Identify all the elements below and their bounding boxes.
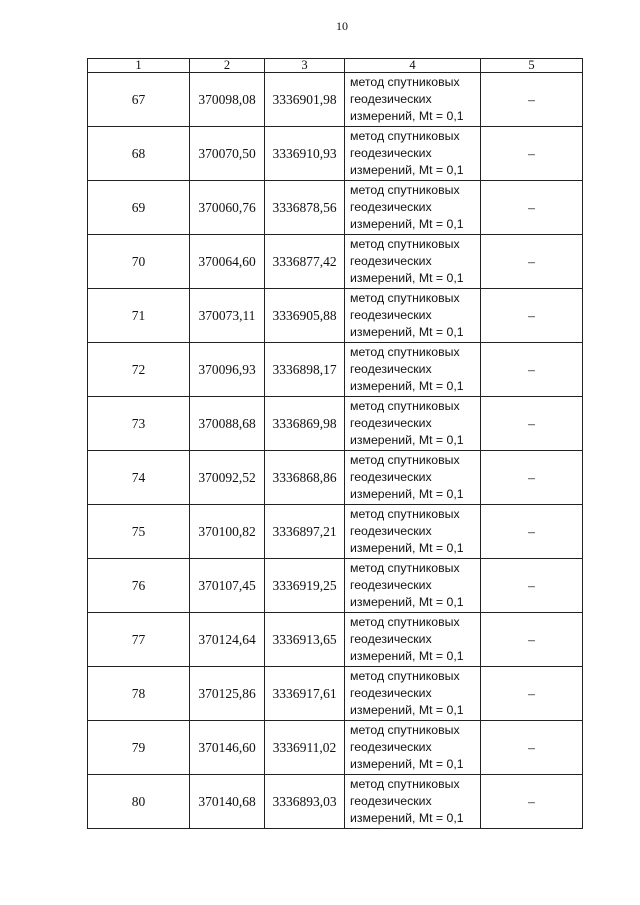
x-coordinate-cell: 370064,60	[190, 235, 265, 289]
x-coordinate-cell: 370088,68	[190, 397, 265, 451]
point-number-cell: 74	[88, 451, 190, 505]
table-row	[88, 289, 583, 343]
method-line: измерений, Mt = 0,1	[350, 595, 464, 609]
method-cell	[345, 73, 481, 127]
method-line: метод спутниковых	[350, 723, 460, 737]
method-cell	[345, 667, 481, 721]
y-coordinate-cell: 3336901,98	[265, 73, 345, 127]
method-line: измерений, Mt = 0,1	[350, 703, 464, 717]
point-number-cell: 72	[88, 343, 190, 397]
y-coordinate-cell: 3336919,25	[265, 559, 345, 613]
point-number-cell: 69	[88, 181, 190, 235]
column-header-3: 3	[265, 59, 345, 73]
table-row	[88, 181, 583, 235]
coordinates-table	[87, 58, 583, 829]
table-row	[88, 343, 583, 397]
note-cell: –	[481, 667, 583, 721]
note-cell: –	[481, 451, 583, 505]
method-line: геодезических	[350, 308, 432, 322]
method-line: измерений, Mt = 0,1	[350, 217, 464, 231]
note-cell: –	[481, 775, 583, 829]
y-coordinate-cell: 3336868,86	[265, 451, 345, 505]
y-coordinate-cell: 3336869,98	[265, 397, 345, 451]
method-line: метод спутниковых	[350, 75, 460, 89]
method-line: геодезических	[350, 524, 432, 538]
x-coordinate-cell: 370100,82	[190, 505, 265, 559]
point-number-cell: 80	[88, 775, 190, 829]
x-coordinate-cell: 370073,11	[190, 289, 265, 343]
method-cell	[345, 559, 481, 613]
method-cell	[345, 721, 481, 775]
x-coordinate-cell: 370107,45	[190, 559, 265, 613]
note-cell: –	[481, 505, 583, 559]
table-row	[88, 613, 583, 667]
method-line: измерений, Mt = 0,1	[350, 109, 464, 123]
method-line: измерений, Mt = 0,1	[350, 325, 464, 339]
note-cell: –	[481, 181, 583, 235]
point-number-cell: 76	[88, 559, 190, 613]
x-coordinate-cell: 370070,50	[190, 127, 265, 181]
method-line: измерений, Mt = 0,1	[350, 271, 464, 285]
y-coordinate-cell: 3336910,93	[265, 127, 345, 181]
table-row	[88, 559, 583, 613]
point-number-cell: 79	[88, 721, 190, 775]
y-coordinate-cell: 3336917,61	[265, 667, 345, 721]
column-header-4: 4	[345, 59, 481, 73]
method-line: геодезических	[350, 794, 432, 808]
x-coordinate-cell: 370060,76	[190, 181, 265, 235]
method-cell	[345, 505, 481, 559]
table-row	[88, 451, 583, 505]
y-coordinate-cell: 3336898,17	[265, 343, 345, 397]
table-row	[88, 73, 583, 127]
method-cell	[345, 235, 481, 289]
method-line: измерений, Mt = 0,1	[350, 379, 464, 393]
table-row	[88, 235, 583, 289]
x-coordinate-cell: 370092,52	[190, 451, 265, 505]
method-line: метод спутниковых	[350, 669, 460, 683]
x-coordinate-cell: 370125,86	[190, 667, 265, 721]
column-header-5: 5	[481, 59, 583, 73]
method-line: геодезических	[350, 146, 432, 160]
method-line: измерений, Mt = 0,1	[350, 757, 464, 771]
method-cell	[345, 181, 481, 235]
y-coordinate-cell: 3336897,21	[265, 505, 345, 559]
method-line: измерений, Mt = 0,1	[350, 163, 464, 177]
table-body	[88, 73, 583, 829]
method-line: метод спутниковых	[350, 183, 460, 197]
y-coordinate-cell: 3336877,42	[265, 235, 345, 289]
note-cell: –	[481, 127, 583, 181]
method-line: измерений, Mt = 0,1	[350, 811, 464, 825]
method-line: метод спутниковых	[350, 345, 460, 359]
method-cell	[345, 127, 481, 181]
point-number-cell: 70	[88, 235, 190, 289]
note-cell: –	[481, 235, 583, 289]
method-line: метод спутниковых	[350, 129, 460, 143]
column-header-1: 1	[88, 59, 190, 73]
method-line: измерений, Mt = 0,1	[350, 541, 464, 555]
method-line: геодезических	[350, 362, 432, 376]
method-line: метод спутниковых	[350, 561, 460, 575]
point-number-cell: 78	[88, 667, 190, 721]
point-number-cell: 68	[88, 127, 190, 181]
method-cell	[345, 613, 481, 667]
y-coordinate-cell: 3336893,03	[265, 775, 345, 829]
method-line: геодезических	[350, 470, 432, 484]
method-line: геодезических	[350, 686, 432, 700]
method-cell	[345, 775, 481, 829]
note-cell: –	[481, 613, 583, 667]
point-number-cell: 77	[88, 613, 190, 667]
page-number: 10	[336, 19, 348, 33]
x-coordinate-cell: 370098,08	[190, 73, 265, 127]
method-line: геодезических	[350, 740, 432, 754]
y-coordinate-cell: 3336913,65	[265, 613, 345, 667]
method-cell	[345, 397, 481, 451]
method-line: метод спутниковых	[350, 453, 460, 467]
x-coordinate-cell: 370096,93	[190, 343, 265, 397]
method-cell	[345, 289, 481, 343]
note-cell: –	[481, 343, 583, 397]
point-number-cell: 71	[88, 289, 190, 343]
method-line: метод спутниковых	[350, 237, 460, 251]
method-line: метод спутниковых	[350, 291, 460, 305]
method-line: геодезических	[350, 416, 432, 430]
method-cell	[345, 451, 481, 505]
table-row	[88, 775, 583, 829]
table-row	[88, 397, 583, 451]
point-number-cell: 75	[88, 505, 190, 559]
method-line: геодезических	[350, 578, 432, 592]
method-line: измерений, Mt = 0,1	[350, 433, 464, 447]
table-row	[88, 505, 583, 559]
method-line: геодезических	[350, 92, 432, 106]
method-line: геодезических	[350, 632, 432, 646]
point-number-cell: 73	[88, 397, 190, 451]
method-line: метод спутниковых	[350, 615, 460, 629]
x-coordinate-cell: 370140,68	[190, 775, 265, 829]
note-cell: –	[481, 289, 583, 343]
x-coordinate-cell: 370124,64	[190, 613, 265, 667]
point-number-cell: 67	[88, 73, 190, 127]
y-coordinate-cell: 3336911,02	[265, 721, 345, 775]
method-line: геодезических	[350, 254, 432, 268]
y-coordinate-cell: 3336878,56	[265, 181, 345, 235]
method-line: измерений, Mt = 0,1	[350, 487, 464, 501]
x-coordinate-cell: 370146,60	[190, 721, 265, 775]
method-line: метод спутниковых	[350, 777, 460, 791]
y-coordinate-cell: 3336905,88	[265, 289, 345, 343]
column-header-2: 2	[190, 59, 265, 73]
method-line: метод спутниковых	[350, 399, 460, 413]
method-line: геодезических	[350, 200, 432, 214]
note-cell: –	[481, 721, 583, 775]
method-line: измерений, Mt = 0,1	[350, 649, 464, 663]
note-cell: –	[481, 73, 583, 127]
table-row	[88, 667, 583, 721]
note-cell: –	[481, 397, 583, 451]
table-row	[88, 127, 583, 181]
method-cell	[345, 343, 481, 397]
table-header-row	[88, 59, 583, 73]
table-row	[88, 721, 583, 775]
note-cell: –	[481, 559, 583, 613]
method-line: метод спутниковых	[350, 507, 460, 521]
